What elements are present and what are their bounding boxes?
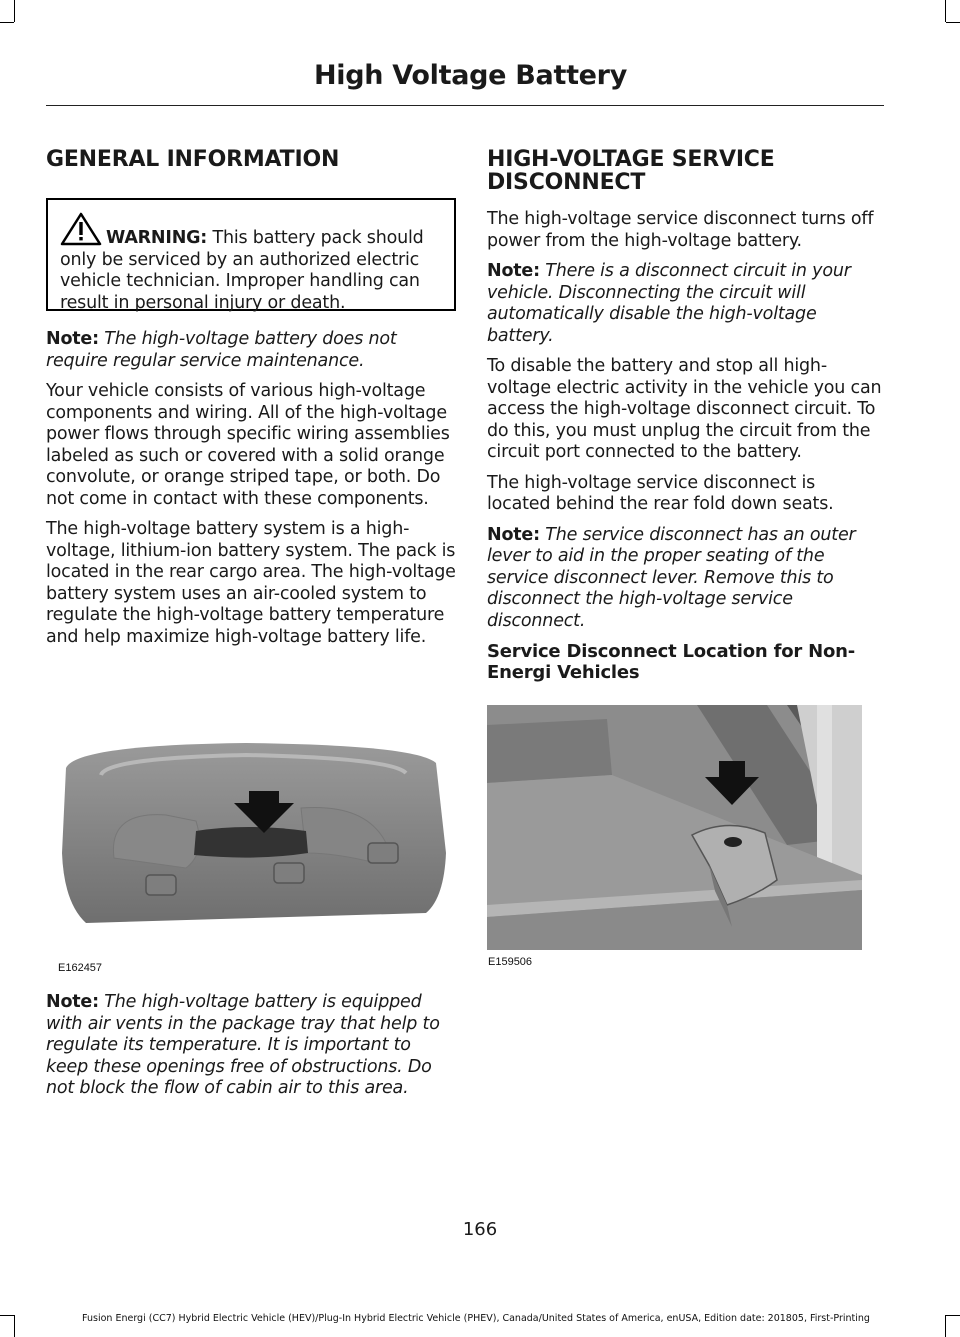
note-disconnect-circuit: [487, 261, 882, 347]
note-body: The high-voltage battery does not require regular service maintenance.: [46, 329, 397, 371]
figure-package-tray: [46, 703, 456, 978]
note-label: Note:: [487, 524, 540, 545]
note-label: Note:: [46, 992, 99, 1012]
crop-mark: [14, 0, 15, 22]
figure-service-disconnect: [487, 705, 862, 970]
note-body: The high-voltage battery is equipped with air vents in the package tray that help to regulate its temperature. It is important to keep these openings free of obstructions. Do not block the flow of cabin air to this area.: [46, 992, 440, 1098]
warning-label: WARNING:: [106, 228, 208, 248]
figure-id-left: E162457: [58, 962, 103, 974]
footer-edition: Fusion Energi (CC7) Hybrid Electric Vehicle (HEV)/Plug-In Hybrid Electric Vehicle (PHEV), Canada/United States of America, enUSA, Edition date: 201805, First-Printing: [82, 1313, 870, 1324]
paragraph-battery-system: The high-voltage battery system is a high-voltage, lithium-ion battery system. The pack is located in the rear cargo area. The high-voltage battery system uses an air-cooled system to regulate the high-voltage battery temperature and help maximize high-voltage battery life.: [46, 519, 456, 647]
paragraph-location: The high-voltage service disconnect is located behind the rear fold down seats.: [487, 472, 834, 514]
crop-mark: [945, 1315, 946, 1337]
crop-mark: [0, 22, 14, 23]
note-maintenance: [46, 329, 456, 372]
paragraph-components: Your vehicle consists of various high-voltage components and wiring. All of the high-voltage power flows through specific wiring assemblies labeled as such or covered with a solid orange convolute, or orange striped tape, or both. Do not come in contact with these components.: [46, 381, 450, 509]
crop-mark: [0, 1315, 14, 1316]
right-column: [487, 148, 882, 689]
service-disconnect-illustration: [487, 705, 862, 970]
header-rule: [46, 105, 884, 106]
note-label: Note:: [46, 329, 99, 349]
crop-mark: [945, 0, 946, 22]
warning-triangle-icon: [60, 212, 102, 246]
note-body: The service disconnect has an outer lever to aid in the proper seating of the service disconnect lever. Remove this to disconnect the high-voltage service disconnect.: [487, 524, 856, 631]
figure-id-right: E159506: [488, 956, 533, 968]
section-heading-disconnect: HIGH-VOLTAGE SERVICE DISCONNECT: [487, 147, 775, 195]
crop-mark: [14, 1315, 15, 1337]
note-label: Note:: [487, 261, 540, 281]
warning-text: [60, 228, 446, 314]
warning-body: This battery pack should only be serviced by an authorized electric vehicle technician. Improper handling can result in personal injury or death.: [60, 228, 424, 313]
note-body: There is a disconnect circuit in your vehicle. Disconnecting the circuit will automatically disable the high-voltage battery.: [487, 261, 851, 346]
paragraph-disable-battery: To disable the battery and stop all high-voltage electric activity in the vehicle you can access the high-voltage disconnect circuit. To do this, you must unplug the circuit from the circuit port connected to the battery.: [487, 356, 882, 462]
paragraph-disconnect-intro: The high-voltage service disconnect turns off power from the high-voltage battery.: [487, 209, 874, 251]
note-air-vents: [46, 992, 456, 1100]
crop-mark: [946, 1315, 960, 1316]
subheading-location: Service Disconnect Location for Non-Energi Vehicles: [487, 641, 856, 683]
page-title: High Voltage Battery: [313, 60, 627, 91]
package-tray-illustration: [46, 703, 456, 978]
warning-box: [46, 198, 456, 311]
page-number: 166: [462, 1219, 498, 1240]
section-heading-general: GENERAL INFORMATION: [46, 147, 340, 172]
crop-mark: [946, 22, 960, 23]
left-column: [46, 148, 456, 657]
left-column-lower: [46, 992, 456, 1109]
note-outer-lever: [487, 525, 882, 633]
